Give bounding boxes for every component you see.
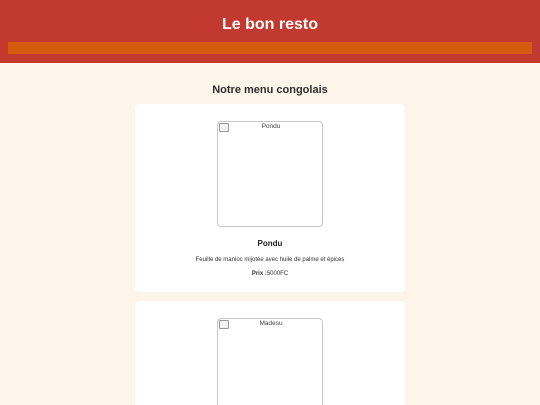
dish-name: Pondu (257, 239, 283, 248)
price-label: Prix : (251, 271, 267, 277)
menu-heading: Notre menu congolais (212, 84, 328, 96)
dish-price (135, 270, 405, 278)
site-title: Le bon resto (221, 16, 318, 33)
price-value: 5000FC (266, 271, 289, 277)
menu-card-pondu (135, 104, 405, 292)
nav-bar[interactable] (8, 42, 532, 54)
dish-description: Feuille de manioc mijotée avec huile de palme et épices (195, 257, 345, 263)
dish-image-alt: Madesu (259, 320, 283, 327)
dish-image-pondu (217, 121, 323, 227)
menu-card-madesu (135, 301, 405, 405)
dish-image-madesu (217, 318, 323, 405)
dish-image-alt: Pondu (261, 123, 281, 130)
site-header (0, 0, 540, 63)
